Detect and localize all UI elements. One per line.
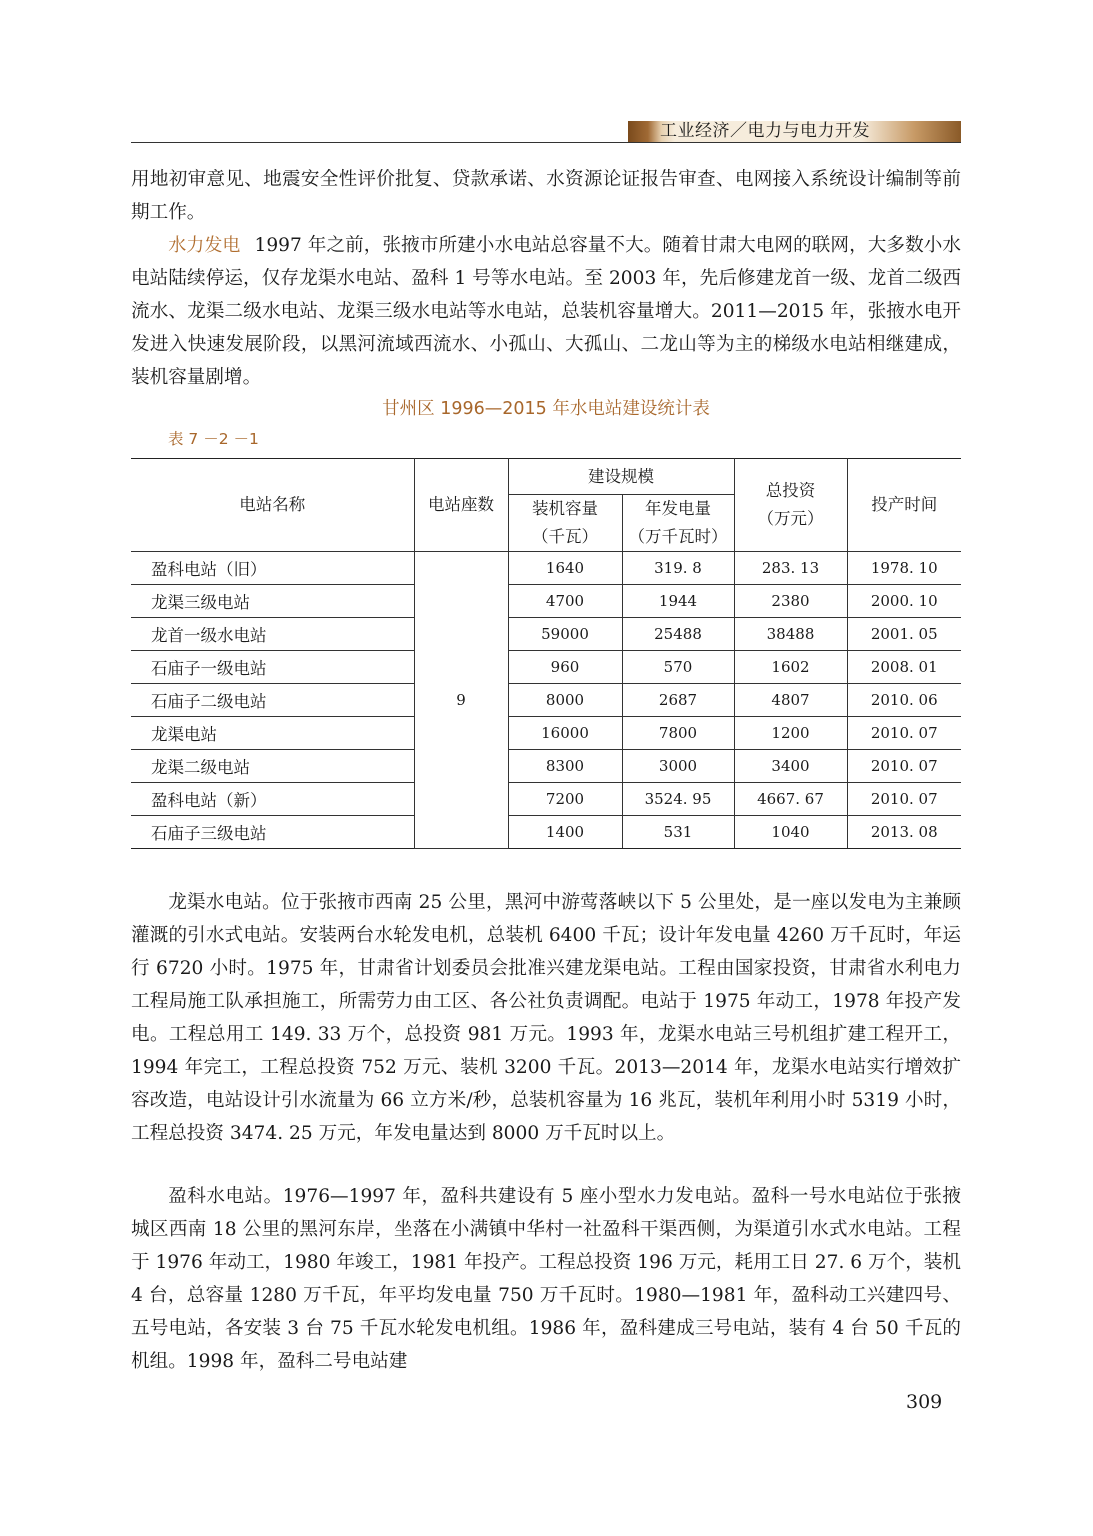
generation-cell: 1944 <box>622 585 734 618</box>
investment-cell: 4807 <box>734 684 847 717</box>
running-header: 工业经济／电力与电力开发 <box>660 121 870 141</box>
generation-cell: 7800 <box>622 717 734 750</box>
station-name: 龙首一级水电站 <box>131 618 414 651</box>
table-number: 表 7 －2 －1 <box>168 430 259 448</box>
station-name: 龙渠二级电站 <box>131 750 414 783</box>
date-cell: 2001. 05 <box>847 618 961 651</box>
date-cell: 2010. 07 <box>847 750 961 783</box>
table-row <box>131 717 961 750</box>
hydro-paragraph <box>131 229 961 394</box>
investment-cell: 283. 13 <box>734 552 847 585</box>
station-name: 盈科电站（旧） <box>131 552 414 585</box>
table-row <box>131 585 961 618</box>
generation-cell: 319. 8 <box>622 552 734 585</box>
capacity-cell: 8300 <box>508 750 622 783</box>
date-cell: 2000. 10 <box>847 585 961 618</box>
generation-cell: 531 <box>622 816 734 849</box>
capacity-label: 装机容量 <box>532 499 598 518</box>
generation-cell: 570 <box>622 651 734 684</box>
hydro-station-table <box>131 458 961 849</box>
investment-cell: 1200 <box>734 717 847 750</box>
table-row <box>131 816 961 849</box>
generation-cell: 3524. 95 <box>622 783 734 816</box>
investment-unit: （万元） <box>757 509 824 528</box>
date-cell: 2013. 08 <box>847 816 961 849</box>
investment-cell: 1602 <box>734 651 847 684</box>
date-cell: 2010. 07 <box>847 717 961 750</box>
station-name: 龙渠三级电站 <box>131 585 414 618</box>
station-name: 石庙子二级电站 <box>131 684 414 717</box>
generation-cell: 25488 <box>622 618 734 651</box>
station-name: 石庙子一级电站 <box>131 651 414 684</box>
station-name: 龙渠电站 <box>131 717 414 750</box>
capacity-unit: （千瓦） <box>532 527 598 546</box>
date-cell: 2010. 06 <box>847 684 961 717</box>
capacity-cell: 960 <box>508 651 622 684</box>
yingke-paragraph: 盈科水电站。1976—1997 年，盈科共建设有 5 座小型水力发电站。盈科一号水电站位于张掖城区西南 18 公里的黑河东岸，坐落在小满镇中华村一社盈科干渠西侧，为渠道引水式水电站。工程于 1976 年动工，1980 年竣工，1981 年投产。工程总投资 196 万元，耗用工日 27. 6 万个，装机 4 台，总容量 1280 万千瓦，年平均发电量 750 万千瓦时。1980—1981 年，盈科动工兴建四号、五号电站，各安装 3 台 75 千瓦水轮发电机组。1986 年，盈科建成三号电站，装有 4 台 50 千瓦的机组。1998 年，盈科二号电站建 <box>131 1186 961 1372</box>
capacity-cell: 1400 <box>508 816 622 849</box>
generation-label: 年发电量 <box>645 499 711 518</box>
col-header-generation <box>622 495 734 552</box>
table-row <box>131 552 961 585</box>
capacity-cell: 4700 <box>508 585 622 618</box>
page-number: 309 <box>906 1391 943 1413</box>
generation-cell: 2687 <box>622 684 734 717</box>
header-rule <box>131 142 961 143</box>
station-name: 石庙子三级电站 <box>131 816 414 849</box>
table-row <box>131 750 961 783</box>
date-cell: 1978. 10 <box>847 552 961 585</box>
station-name: 盈科电站（新） <box>131 783 414 816</box>
investment-cell: 4667. 67 <box>734 783 847 816</box>
col-header-scale: 建设规模 <box>508 459 734 495</box>
col-header-count: 电站座数 <box>414 459 508 552</box>
investment-cell: 1040 <box>734 816 847 849</box>
intro-paragraph: 用地初审意见、地震安全性评价批复、贷款承诺、水资源论证报告审查、电网接入系统设计编制等前期工作。 <box>131 169 961 223</box>
table-title: 甘州区 1996—2015 年水电站建设统计表 <box>382 399 710 419</box>
investment-label: 总投资 <box>765 481 816 500</box>
generation-cell: 3000 <box>622 750 734 783</box>
longqu-paragraph: 龙渠水电站。位于张掖市西南 25 公里，黑河中游莺落峡以下 5 公里处，是一座以发电为主兼顾灌溉的引水式电站。安装两台水轮发电机，总装机 6400 千瓦；设计年发电量 4260 万千瓦时，年运行 6720 小时。1975 年，甘肃省计划委员会批准兴建龙渠电站。工程由国家投资，甘肃省水利电力工程局施工队承担施工，所需劳力由工区、各公社负责调配。电站于 1975 年动工，1978 年投产发电。工程总用工 149. 33 万个，总投资 981 万元。1993 年，龙渠水电站三号机组扩建工程开工，1994 年完工，工程总投资 752 万元、装机 3200 千瓦。2013—2014 年，龙渠水电站实行增效扩容改造，电站设计引水流量为 66 立方米/秒，总装机容量为 16 兆瓦，装机年利用小时 5319 小时，工程总投资 3474. 25 万元，年发电量达到 8000 万千瓦时以上。 <box>131 892 961 1144</box>
date-cell: 2008. 01 <box>847 651 961 684</box>
capacity-cell: 8000 <box>508 684 622 717</box>
col-header-name: 电站名称 <box>131 459 414 552</box>
capacity-cell: 7200 <box>508 783 622 816</box>
investment-cell: 3400 <box>734 750 847 783</box>
col-header-date: 投产时间 <box>847 459 961 552</box>
table-row <box>131 618 961 651</box>
date-cell: 2010. 07 <box>847 783 961 816</box>
capacity-cell: 59000 <box>508 618 622 651</box>
table-row <box>131 651 961 684</box>
capacity-cell: 1640 <box>508 552 622 585</box>
hydro-text: 1997 年之前，张掖市所建小水电站总容量不大。随着甘肃大电网的联网，大多数小水电站陆续停运，仅存龙渠水电站、盈科 1 号等水电站。至 2003 年，先后修建龙首一级、龙首二级西流水、龙渠二级水电站、龙渠三级水电站等水电站，总装机容量增大。2011—2015 年，张掖水电开发进入快速发展阶段，以黑河流域西流水、小孤山、大孤山、二龙山等为主的梯级水电站相继建成，装机容量剧增。 <box>131 235 962 388</box>
col-header-investment <box>734 459 847 552</box>
table-row <box>131 783 961 816</box>
col-header-capacity <box>508 495 622 552</box>
investment-cell: 2380 <box>734 585 847 618</box>
station-count: 9 <box>414 552 508 849</box>
capacity-cell: 16000 <box>508 717 622 750</box>
hydro-heading: 水力发电 <box>168 235 241 256</box>
generation-unit: （万千瓦时） <box>628 527 728 546</box>
investment-cell: 38488 <box>734 618 847 651</box>
table-row <box>131 684 961 717</box>
